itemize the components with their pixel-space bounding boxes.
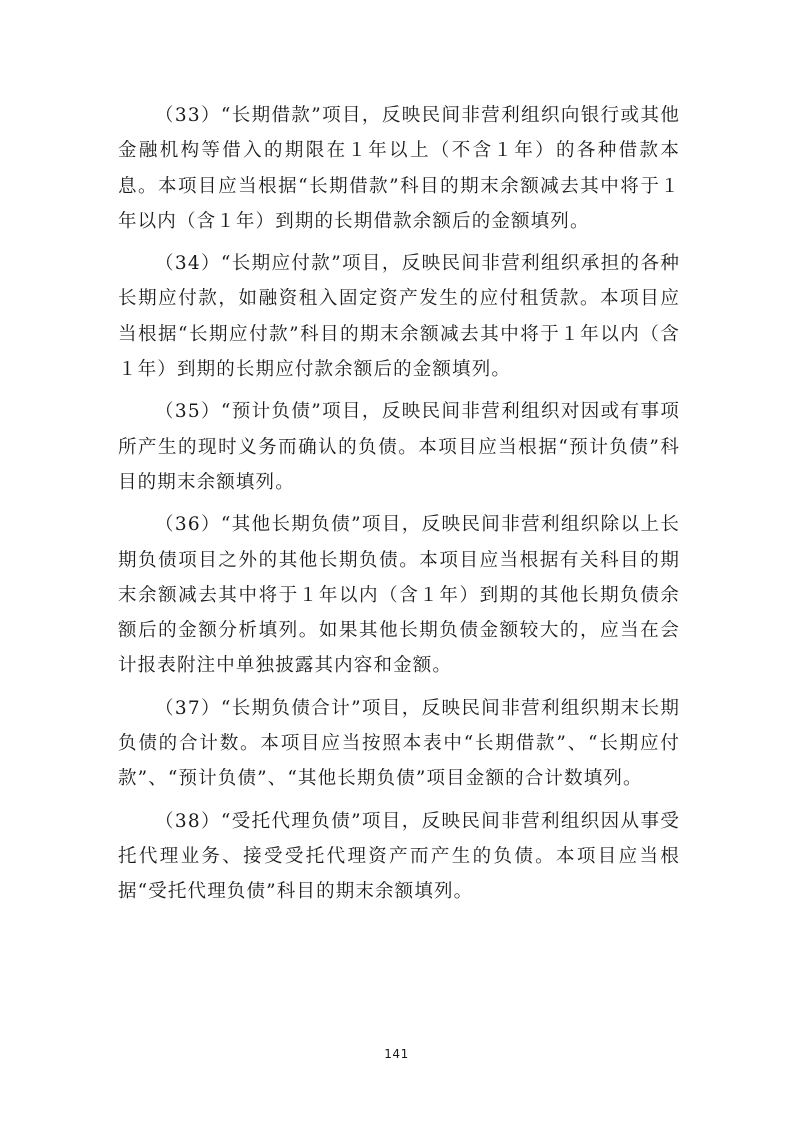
paragraph-item-38: （38）“受托代理负债”项目，反映民间非营利组织因从事受托代理业务、接受受托代理资产而产生的负债。本项目应当根据“受托代理负债”科目的期末余额填列。	[118, 810, 680, 903]
paragraph-item-34: （34）“长期应付款”项目，反映民间非营利组织承担的各种长期应付款，如融资租入固定资产发生的应付租赁款。本项目应当根据“长期应付款”科目的期末余额减去其中将于１年以内（含１年）到期的长期应付款余额后的金额填列。	[118, 253, 680, 381]
paragraph-item-37: （37）“长期负债合计”项目，反映民间非营利组织期末长期负债的合计数。本项目应当按照本表中“长期借款”、“长期应付款”、“预计负债”、“其他长期负债”项目金额的合计数填列。	[118, 697, 680, 790]
document-body	[118, 98, 680, 917]
paragraph-item-35: （35）“预计负债”项目，反映民间非营利组织对因或有事项所产生的现时义务而确认的负债。本项目应当根据“预计负债”科目的期末余额填列。	[118, 401, 680, 493]
paragraph-item-33: （33）“长期借款”项目，反映民间非营利组织向银行或其他金融机构等借入的期限在１年以上（不含１年）的各种借款本息。本项目应当根据“长期借款”科目的期末余额减去其中将于１年以内（含１年）到期的长期借款余额后的金额填列。	[118, 105, 680, 232]
page-number: 141	[384, 1047, 409, 1061]
paragraph-item-36: （36）“其他长期负债”项目，反映民间非营利组织除以上长期负债项目之外的其他长期负债。本项目应当根据有关科目的期末余额减去其中将于１年以内（含１年）到期的其他长期负债余额后的金额分析填列。如果其他长期负债金额较大的，应当在会计报表附注中单独披露其内容和金额。	[118, 514, 680, 677]
